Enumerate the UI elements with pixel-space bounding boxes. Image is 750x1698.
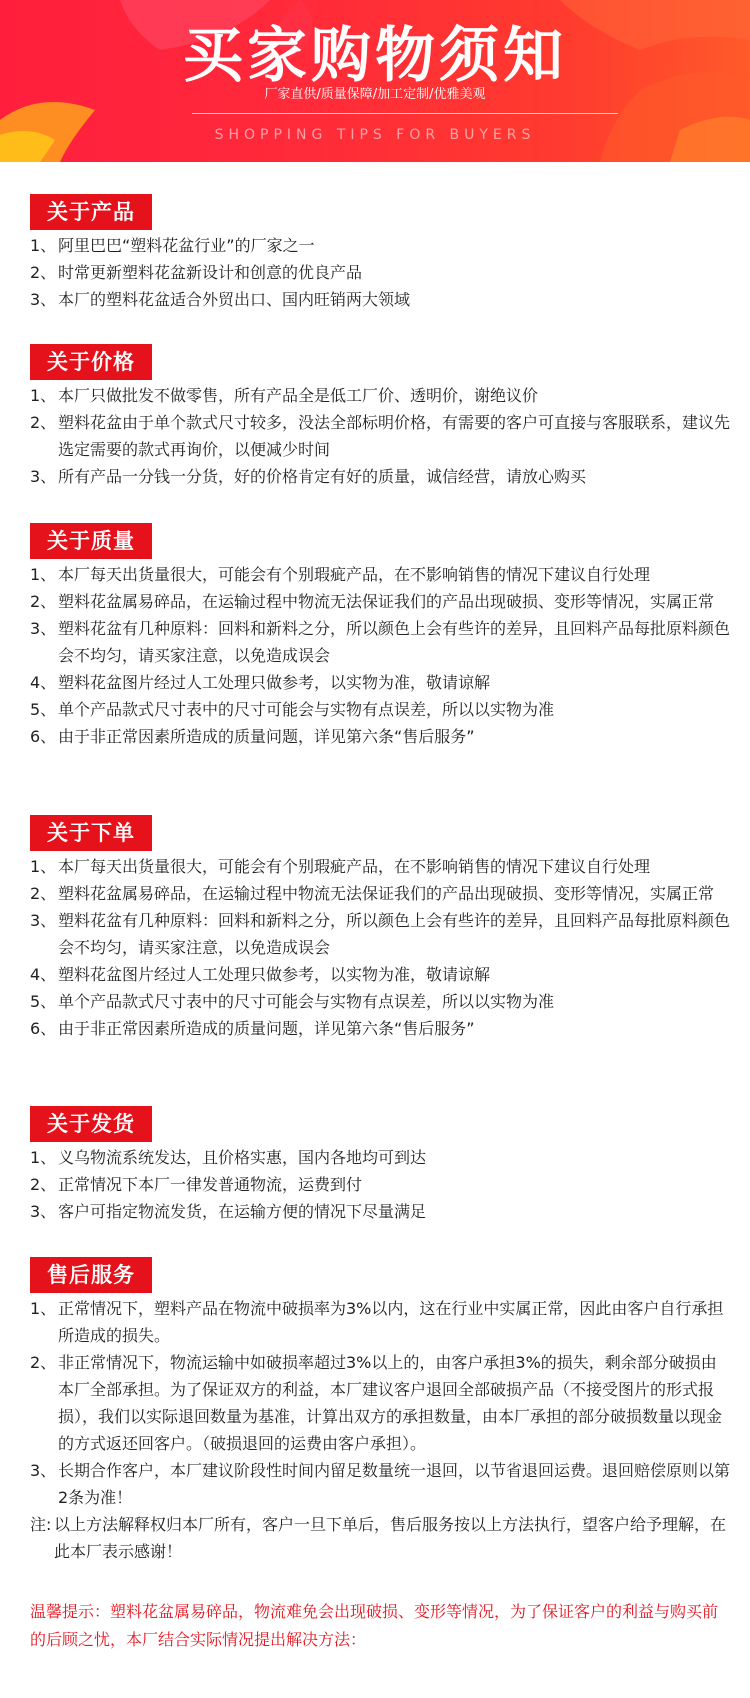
list-item	[30, 696, 730, 723]
section-title: 关于下单	[30, 815, 152, 851]
item-number: 1、	[30, 1148, 57, 1167]
item-number: 4、	[30, 965, 57, 984]
item-text: 本厂每天出货量很大，可能会有个别瑕疵产品，在不影响销售的情况下建议自行处理	[58, 857, 651, 876]
list-item	[30, 615, 730, 669]
list-item	[30, 1198, 730, 1225]
item-text: 单个产品款式尺寸表中的尺寸可能会与实物有点误差，所以以实物为准	[58, 700, 555, 719]
section-title: 关于质量	[30, 523, 152, 559]
list-item	[30, 1144, 730, 1171]
item-text: 由于非正常因素所造成的质量问题，详见第六条“售后服务”	[58, 727, 475, 746]
list-item	[30, 723, 730, 750]
item-text: 正常情况下本厂一律发普通物流，运费到付	[58, 1175, 363, 1194]
item-text: 义乌物流系统发达，且价格实惠，国内各地均可到达	[58, 1148, 427, 1167]
list-item	[30, 259, 730, 286]
item-number: 3、	[30, 1461, 57, 1480]
note-item	[30, 1511, 730, 1565]
section-shipping	[30, 1106, 730, 1225]
section-title: 关于价格	[30, 344, 152, 380]
section-items	[30, 232, 730, 313]
section-items	[30, 561, 730, 750]
item-number: 3、	[30, 1202, 57, 1221]
list-item	[30, 463, 730, 490]
list-item	[30, 1015, 730, 1042]
list-item	[30, 907, 730, 961]
list-item	[30, 880, 730, 907]
section-order	[30, 815, 730, 1042]
item-text: 塑料花盆图片经过人工处理只做参考，以实物为准，敬请谅解	[58, 965, 491, 984]
item-number: 1、	[30, 1299, 57, 1318]
list-item	[30, 988, 730, 1015]
item-text: 单个产品款式尺寸表中的尺寸可能会与实物有点误差，所以以实物为准	[58, 992, 555, 1011]
item-text: 阿里巴巴“塑料花盆行业”的厂家之一	[58, 236, 315, 255]
list-item	[30, 382, 730, 409]
section-items	[30, 382, 730, 490]
item-number: 3、	[30, 290, 57, 309]
item-number: 3、	[30, 619, 57, 638]
note-text: 以上方法解释权归本厂所有，客户一旦下单后，售后服务按以上方法执行，望客户给予理解，在此本厂表示感谢！	[54, 1515, 727, 1561]
item-text: 正常情况下，塑料产品在物流中破损率为3%以内，这在行业中实属正常，因此由客户自行承担所造成的损失。	[58, 1299, 724, 1345]
item-text: 本厂每天出货量很大，可能会有个别瑕疵产品，在不影响销售的情况下建议自行处理	[58, 565, 651, 584]
section-title: 关于产品	[30, 194, 152, 230]
item-number: 4、	[30, 673, 57, 692]
section-product	[30, 194, 730, 313]
item-number: 2、	[30, 1353, 57, 1372]
item-number: 5、	[30, 700, 57, 719]
list-item	[30, 1349, 730, 1457]
item-number: 3、	[30, 467, 57, 486]
item-text: 塑料花盆由于单个款式尺寸较多，没法全部标明价格，有需要的客户可直接与客服联系，建议先选定需要的款式再询价，以便减少时间	[58, 413, 731, 459]
list-item	[30, 1295, 730, 1349]
list-item	[30, 561, 730, 588]
section-quality	[30, 523, 730, 750]
item-text: 长期合作客户，本厂建议阶段性时间内留足数量统一退回，以节省退回运费。退回赔偿原则以第2条为准！	[58, 1461, 731, 1507]
section-title: 关于发货	[30, 1106, 152, 1142]
item-text: 塑料花盆有几种原料：回料和新料之分，所以颜色上会有些许的差异，且回料产品每批原料颜色会不均匀，请买家注意，以免造成误会	[58, 619, 731, 665]
list-item	[30, 853, 730, 880]
item-number: 1、	[30, 386, 57, 405]
list-item	[30, 232, 730, 259]
list-item	[30, 961, 730, 988]
item-text: 非正常情况下，物流运输中如破损率超过3%以上的，由客户承担3%的损失，剩余部分破损由本厂全部承担。为了保证双方的利益，本厂建议客户退回全部破损产品（不接受图片的形式报损），我们以实际退回数量为基准，计算出双方的承担数量，由本厂承担的部分破损数量以现金的方式返还回客户。（破损退回的运费由客户承担）。	[58, 1353, 723, 1453]
item-number: 6、	[30, 727, 57, 746]
header-banner	[0, 0, 750, 162]
section-items	[30, 1144, 730, 1225]
item-number: 6、	[30, 1019, 57, 1038]
page-title: 买家购物须知	[183, 21, 567, 91]
header-divider	[192, 113, 618, 114]
item-text: 客户可指定物流发货，在运输方便的情况下尽量满足	[58, 1202, 427, 1221]
item-number: 1、	[30, 857, 57, 876]
list-item	[30, 1457, 730, 1511]
english-subtitle: SHOPPING TIPS FOR BUYERS	[214, 127, 536, 143]
page-subtitle: 厂家直供/质量保障/加工定制/优雅美观	[264, 87, 486, 102]
item-number: 2、	[30, 1175, 57, 1194]
item-text: 塑料花盆属易碎品，在运输过程中物流无法保证我们的产品出现破损、变形等情况，实属正常	[58, 884, 715, 903]
list-item	[30, 669, 730, 696]
list-item	[30, 286, 730, 313]
section-items	[30, 853, 730, 1042]
item-text: 本厂只做批发不做零售，所有产品全是低工厂价、透明价，谢绝议价	[58, 386, 539, 405]
item-text: 由于非正常因素所造成的质量问题，详见第六条“售后服务”	[58, 1019, 475, 1038]
note-label: 注:	[30, 1515, 52, 1534]
section-title: 售后服务	[30, 1257, 152, 1293]
item-number: 2、	[30, 263, 57, 282]
item-number: 1、	[30, 236, 57, 255]
item-text: 塑料花盆图片经过人工处理只做参考，以实物为准，敬请谅解	[58, 673, 491, 692]
item-text: 塑料花盆有几种原料：回料和新料之分，所以颜色上会有些许的差异，且回料产品每批原料颜色会不均匀，请买家注意，以免造成误会	[58, 911, 731, 957]
list-item	[30, 1171, 730, 1198]
section-items	[30, 1295, 730, 1565]
warm-tip: 温馨提示：塑料花盆属易碎品，物流难免会出现破损、变形等情况，为了保证客户的利益与购买前的后顾之忧，本厂结合实际情况提出解决方法：	[30, 1602, 719, 1649]
item-number: 2、	[30, 884, 57, 903]
list-item	[30, 409, 730, 463]
item-text: 时常更新塑料花盆新设计和创意的优良产品	[58, 263, 363, 282]
item-number: 2、	[30, 592, 57, 611]
section-after-sales	[30, 1257, 730, 1565]
item-number: 2、	[30, 413, 57, 432]
section-price	[30, 344, 730, 490]
item-number: 3、	[30, 911, 57, 930]
item-text: 本厂的塑料花盆适合外贸出口、国内旺销两大领域	[58, 290, 411, 309]
item-number: 5、	[30, 992, 57, 1011]
item-number: 1、	[30, 565, 57, 584]
item-text: 所有产品一分钱一分货，好的价格肯定有好的质量，诚信经营，请放心购买	[58, 467, 587, 486]
item-text: 塑料花盆属易碎品，在运输过程中物流无法保证我们的产品出现破损、变形等情况，实属正常	[58, 592, 715, 611]
list-item	[30, 588, 730, 615]
